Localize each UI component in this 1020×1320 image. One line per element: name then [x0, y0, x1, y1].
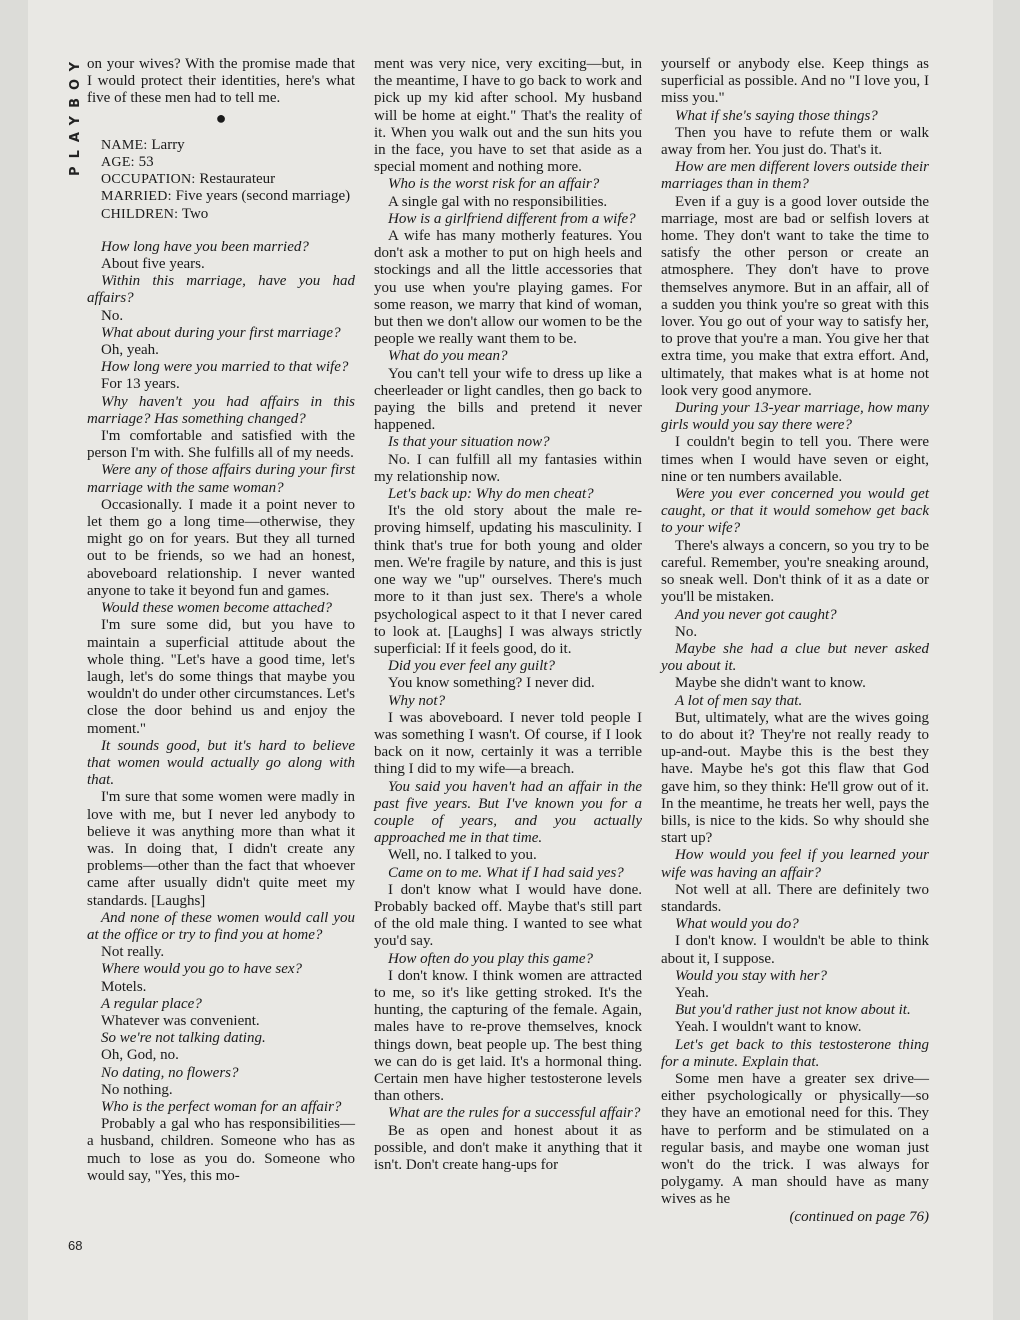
interview-answer: There's always a concern, so you try to be careful. Remember, you're sneaking around, so sneak well. Don't think of it as a date or you'll be mistaken. [661, 537, 929, 606]
profile-value: Two [181, 205, 209, 222]
interview-answer: Oh, God, no. [101, 1047, 179, 1064]
interview-question: Why not? [388, 692, 446, 709]
interview-answer: Some men have a greater sex drive—either psychologically or physically—so they have an emotional need for this. They have to perform and be stimulated on a regular basis, and maybe one woman just won't do the trick. I was always for polygamy. A man should have as many wives as he [661, 1070, 929, 1208]
interview-answer: Not well at all. There are definitely two standards. [661, 881, 929, 915]
profile-field [101, 206, 355, 223]
interview-question: Who is the perfect woman for an affair? [101, 1098, 342, 1115]
interview-answer: Maybe she didn't want to know. [675, 675, 866, 692]
interview-answer: Whatever was convenient. [101, 1012, 260, 1029]
column-1 [87, 56, 355, 1185]
interview-answer: Even if a guy is a good lover outside the marriage, most are bad or selfish lovers at home. They don't want to take the time to satisfy the other person or create an atmosphere. They don't have to prove themselves anymore. But in an affair, all of a sudden you think you're so great with this lover. You go out of your way to satisfy her, to prove that you're a man. You give her that extra time, you make that extra effort. And, ultimately, that makes what is at home not look very good anymore. [661, 193, 929, 399]
profile-value: Larry [151, 136, 185, 153]
interview-answer: Oh, yeah. [101, 342, 159, 359]
interview-answer: Be as open and honest about it as possible, and don't make it anything that it isn't. Don't create hang-ups for [374, 1122, 642, 1173]
interview-question: Maybe she had a clue but never asked you about it. [661, 640, 929, 675]
interview-question: A regular place? [101, 995, 202, 1012]
interview-question: Would these women become attached? [101, 600, 333, 617]
interview-question: How is a girlfriend different from a wife? [388, 210, 636, 227]
profile-field [101, 171, 355, 188]
interview-question: No dating, no flowers? [101, 1064, 239, 1081]
interview-question: And you never got caught? [675, 606, 837, 623]
interview-question: Within this marriage, have you had affairs? [87, 273, 355, 307]
interview-question: How long have you been married? [101, 238, 309, 255]
column-2-body [374, 56, 642, 1174]
interview-question: So we're not talking dating. [101, 1030, 266, 1047]
interview-question: What about during your first marriage? [101, 324, 341, 341]
interview-question: What are the rules for a successful affair? [388, 1105, 641, 1122]
interview-answer: I'm sure some did, but you have to maintain a superficial attitude about the whole thing. "Let's have a good time, let's laugh, let's do some things that maybe you wouldn't do under other circumstances. Let's close the door behind us and enjoy the moment." [87, 617, 355, 737]
interview-answer: Not really. [101, 944, 165, 961]
interview-question: How are men different lovers outside their marriages than in them? [661, 159, 929, 193]
interview-answer: No. [101, 307, 124, 324]
interview-answer: I'm comfortable and satisfied with the person I'm with. She fulfills all of my needs. [87, 428, 355, 462]
interview-question: You said you haven't had an affair in the past five years. But I've known you for a couple of years, and you actually approached me in that time. [374, 778, 642, 847]
interview-answer: Yeah. [675, 984, 709, 1001]
interview-answer: I don't know. I think women are attracted to me, so it's like getting stroked. It's the hunting, the capturing of the female. Again, males have to re-prove themselves, knock things down, beat people up. The best thing we can do is get laid. It's a hormonal thing. Certain men have higher testosterone levels than others. [374, 967, 642, 1105]
interview-answer: Yeah. I wouldn't want to know. [675, 1019, 862, 1036]
interview-answer: No. I can fulfill all my fantasies within my relationship now. [374, 451, 642, 485]
interview-answer: I was aboveboard. I never told people I was something I wasn't. Of course, if I look back on it now, certainly it was a terrible thing I did to my wife—a breach. [374, 709, 642, 778]
interview-question: But you'd rather just not know about it. [675, 1002, 911, 1019]
interview-question: What would you do? [675, 916, 799, 933]
column-1-body [87, 239, 355, 1185]
interview-answer: You know something? I never did. [388, 675, 595, 692]
interview-question: Where would you go to have sex? [101, 961, 303, 978]
interview-question: Would you stay with her? [675, 967, 827, 984]
profile-field [101, 137, 355, 154]
section-divider: ● [215, 107, 227, 128]
interview-answer: About five years. [101, 256, 205, 273]
interview-question: Were you ever concerned you would get caught, or that it would somehow get back to your wife? [661, 486, 929, 537]
interview-answer: Occasionally. I made it a point never to let them go a long time—otherwise, they might go on for years. But they all turned out to be friends, so we had an honest, aboveboard relationship. I never wanted anyone to take it beyond fun and games. [87, 496, 355, 599]
interview-answer: Motels. [101, 978, 147, 995]
interview-answer: No. [675, 623, 698, 640]
interview-question: Who is the worst risk for an affair? [388, 176, 600, 193]
interview-answer: Well, no. I talked to you. [388, 847, 537, 864]
interview-answer: A wife has many motherly features. You don't ask a mother to put on high heels and stockings and all the little accessories that you use when you're playing games. For some reason, we marry that kind of woman, but then we don't allow our women to be the people we really want them to be. [374, 228, 642, 348]
interview-question: What if she's saying those things? [675, 107, 878, 124]
interview-answer: I'm sure that some women were madly in love with me, but I never led anybody to believe it was anything more than what it was. In doing that, I didn't create any problems—other than the fact that whoever came after usually didn't quite meet my standards. [Laughs] [87, 789, 355, 909]
profile-field [101, 154, 355, 171]
interview-question: Is that your situation now? [388, 434, 550, 451]
interview-question: Came on to me. What if I had said yes? [388, 864, 624, 881]
profile-box [101, 137, 355, 223]
interview-question: A lot of men say that. [675, 692, 803, 709]
profile-value: 53 [138, 154, 154, 171]
continued-note: (continued on page 76) [789, 1208, 929, 1225]
column-3 [661, 56, 929, 1226]
interview-answer: A single gal with no responsibilities. [388, 193, 608, 210]
page-number: 68 [68, 1238, 83, 1253]
interview-answer: I don't know what I would have done. Probably backed off. Maybe that's still part of the old male thing. I wanted to see what you'd say. [374, 881, 642, 950]
interview-answer: No nothing. [101, 1081, 173, 1098]
interview-answer: You can't tell your wife to dress up like a cheerleader or light candles, then go back to paying the bills and pretend it never happened. [374, 365, 642, 434]
interview-question: During your 13-year marriage, how many girls would you say there were? [661, 400, 929, 434]
interview-question: What do you mean? [388, 348, 508, 365]
interview-question: Did you ever feel any guilt? [388, 658, 556, 675]
column-2 [374, 56, 642, 1174]
column-3-body [661, 56, 929, 1209]
profile-value: Five years (second marriage) [175, 188, 351, 205]
interview-answer: Then you have to refute them or walk away from her. You just do. That's it. [661, 124, 929, 159]
interview-question: It sounds good, but it's hard to believe that women would actually go along with that. [87, 737, 355, 789]
interview-question: Were any of those affairs during your first marriage with the same woman? [87, 462, 355, 496]
interview-question: How long were you married to that wife? [101, 359, 349, 376]
profile-label: CHILDREN: [101, 206, 179, 222]
interview-answer: But, ultimately, what are the wives going to do about it? They're not really ready to up-and-out. Maybe this is the best they have. Maybe he's got this flaw that God gave him, so they think: He'll grow out of it. In the meantime, he treats her well, pays the bills, is nice to the kids. So why should she start up? [661, 709, 929, 847]
profile-label: MARRIED: [101, 189, 172, 205]
interview-question: How often do you play this game? [388, 950, 593, 967]
interview-question: Let's back up: Why do men cheat? [388, 486, 594, 503]
interview-answer: For 13 years. [101, 376, 180, 393]
interview-answer: Probably a gal who has responsibilities—a husband, children. Someone who has as much to lose as you do. Someone who would say, "Yes, this mo- [87, 1116, 355, 1184]
interview-question: And none of these women would call you at the office or try to find you at home? [87, 909, 355, 943]
interview-question: Why haven't you had affairs in this marriage? Has something changed? [87, 393, 355, 427]
interview-question: How would you feel if you learned your wife was having an affair? [661, 847, 929, 881]
profile-label: OCCUPATION: [101, 172, 196, 188]
profile-field [101, 188, 355, 205]
profile-value: Restaurateur [199, 171, 276, 188]
interview-answer: It's the old story about the male re-proving himself, updating his masculinity. I think that's true for both young and older men. We're fragile by nature, and this is just one way we "up" ourselves. There's much more to it than just sex. There's a whole psychological aspect to it that I never cared to look at. [Laughs] I was always strictly superficial: If it feels good, do it. [374, 503, 642, 657]
interview-answer: I couldn't begin to tell you. There were times when I would have seven or eight, nine or ten numbers available. [661, 434, 929, 485]
profile-label: NAME: [101, 137, 148, 153]
interview-question: Let's get back to this testosterone thing for a minute. Explain that. [661, 1036, 929, 1070]
intro-paragraph: on your wives? With the promise made that I would protect their identities, here's what five of these men had to tell me. [87, 56, 355, 107]
interview-answer: yourself or anybody else. Keep things as superficial as possible. And no "I love you, I miss you." [661, 56, 929, 107]
masthead: PLAYBOY [68, 54, 83, 176]
interview-answer: ment was very nice, very exciting—but, in the meantime, I have to go back to work and pick up my kid after school. My husband will be home at eight." That's the reality of it. When you walk out and the sun hits you in the face, you have to set that aside as a special moment and nothing more. [374, 56, 642, 176]
interview-answer: I don't know. I wouldn't be able to think about it, I suppose. [661, 933, 929, 967]
profile-label: AGE: [101, 155, 135, 171]
